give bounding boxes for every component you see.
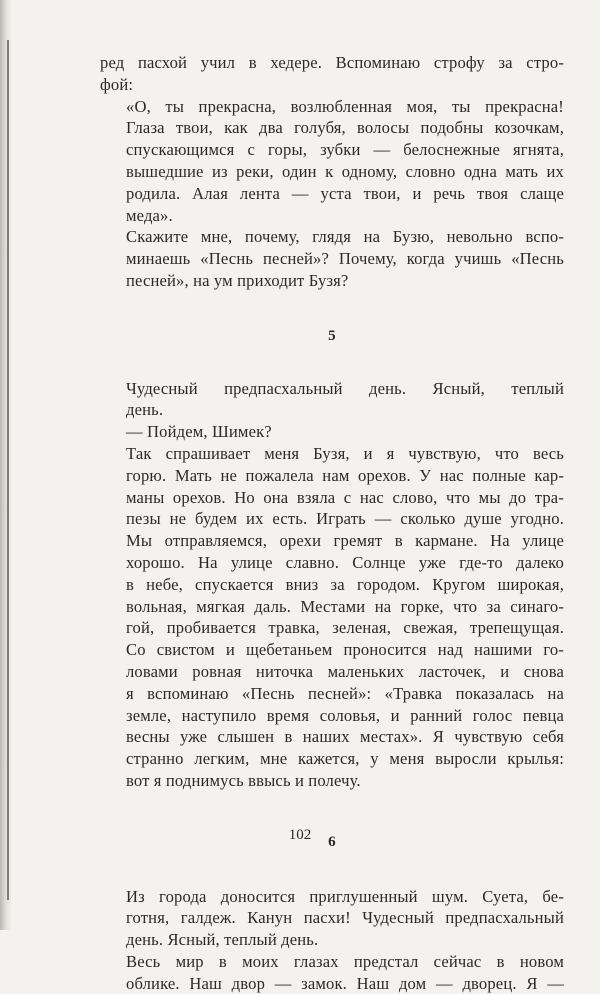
page-binding-shadow: [0, 0, 12, 930]
paragraph-song-quote: [100, 96, 564, 227]
text-line: я вспоминаю «Песнь песней»: «Травка показалась на: [126, 683, 564, 703]
text-line: земле, наступило время соловья, и ранний голос певца: [126, 705, 564, 725]
text-line: вышедшие из реки, один к одному, словно одна мать их: [126, 161, 564, 181]
text-line: фой:: [100, 74, 134, 94]
text-line: Со свистом и щебетаньем проносится над нашими го-: [126, 640, 564, 660]
text-line: ред пасхой учил в хедере. Вспоминаю строфу за стро-: [100, 53, 564, 72]
text-line: Из города доносится приглушенный шум. Суета, бе-: [126, 886, 564, 906]
text-line: — Пойдем, Шимек?: [126, 422, 272, 442]
text-line: горю. Мать не пожалела нам орехов. У нас полные кар-: [126, 465, 564, 485]
page-binding-line: [7, 40, 9, 900]
paragraph-ch5-main: [100, 443, 564, 792]
paragraph-ch5-dialogue: [100, 421, 564, 443]
page-number: 102: [288, 827, 312, 843]
text-line: песней», на ум приходит Бузя?: [126, 270, 349, 290]
text-line: в небе, спускается вниз за городом. Кругом широкая,: [126, 574, 564, 594]
paragraph-ch6-world: [100, 951, 564, 994]
paragraph-ch6-opening: [100, 886, 564, 951]
text-line: родила. Алая лента — уста твои, и речь твоя слаще: [126, 183, 564, 203]
chapter-number-5: 5: [328, 327, 336, 344]
paragraph-ch5-opening: [100, 378, 564, 422]
text-line: Чудесный предпасхальный день. Ясный, теплый: [126, 378, 564, 398]
text-line: меда».: [126, 205, 173, 225]
paragraph-question: [100, 226, 564, 291]
text-line: вот я поднимусь ввысь и полечу.: [126, 770, 361, 790]
text-line: вольная, мягкая даль. Местами на горке, что за синаго-: [126, 596, 564, 616]
text-line: день.: [126, 400, 164, 420]
text-line: ловами ровная ниточка маленьких ласточек, и снова: [126, 661, 564, 681]
text-line: день. Ясный, теплый день.: [126, 930, 319, 950]
text-line: маны орехов. Но она взяла с нас слово, что мы до тра-: [126, 487, 564, 507]
paragraph-intro: [100, 52, 564, 96]
text-line: минаешь «Песнь песней»? Почему, когда учишь «Песнь: [126, 249, 564, 269]
text-line: готня, галдеж. Канун пасхи! Чудесный предпасхальный: [126, 908, 564, 928]
text-line: «О, ты прекрасна, возлюбленная моя, ты прекрасна!: [126, 96, 564, 116]
text-line: гой, пробивается травка, зеленая, свежая, трепещущая.: [126, 618, 564, 638]
text-line: облике. Наш двор — замок. Наш дом — дворец. Я —: [126, 973, 564, 993]
text-line: Так спрашивает меня Бузя, и я чувствую, что весь: [126, 443, 564, 463]
text-line: пезы не будем их есть. Играть — сколько душе угодно.: [126, 509, 564, 529]
chapter-number-6: 6: [328, 833, 336, 850]
book-page: [100, 52, 564, 994]
text-line: странно легким, мне кажется, у меня выросли крылья:: [126, 749, 564, 769]
text-line: спускающимся с горы, зубки — белоснежные ягнята,: [126, 140, 564, 160]
text-line: Мы отправляемся, орехи гремят в кармане. На улице: [126, 531, 564, 551]
text-line: Весь мир в моих глазах предстал сейчас в новом: [126, 951, 564, 971]
text-line: Скажите мне, почему, глядя на Бузю, невольно вспо-: [126, 227, 564, 247]
text-line: хорошо. На улице славно. Солнце уже где-то далеко: [126, 552, 564, 572]
text-line: весны уже слышен в наших местах». Я чувствую себя: [126, 727, 564, 747]
text-line: Глаза твои, как два голубя, волосы подобны козочкам,: [126, 118, 564, 138]
